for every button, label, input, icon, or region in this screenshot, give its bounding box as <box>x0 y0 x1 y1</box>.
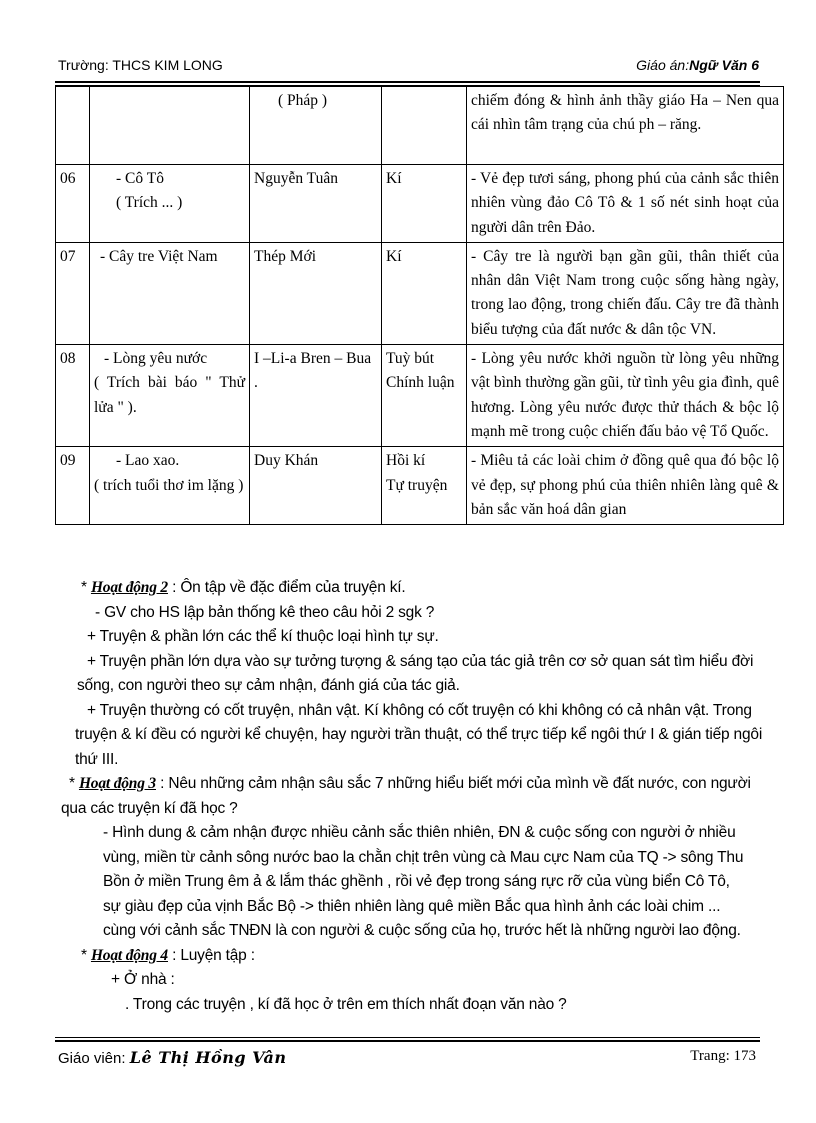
row-number: 07 <box>56 242 90 344</box>
paragraph: + Truyện thường có cốt truyện, nhân vật. Kí không có cốt truyện có khi không có cả nhân vật. Trong truyện & kí đều có người kể chuyện, hay người trần thuật, có thể trực tiếp kể ngôi thứ I & gián tiếp ngôi thứ III. <box>75 701 763 768</box>
page-footer <box>58 1046 758 1072</box>
table-row <box>56 242 784 344</box>
row-number: 08 <box>56 345 90 447</box>
page-number: Trang: 173 <box>690 1048 756 1064</box>
genre-cell: Kí <box>382 165 467 243</box>
content-cell: - Lòng yêu nước khởi nguồn từ lòng yêu những vật bình thường gần gũi, từ tình yêu gia đình, quê hương. Lòng yêu nước được thử thách & bộc lộ mạnh mẽ trong cuộc chiến đấu bảo vệ Tổ Quốc. <box>467 345 784 447</box>
work-title-note: ( trích tuổi thơ im lặng ) <box>94 476 244 494</box>
work-title-note: ( Trích ... ) <box>116 194 183 212</box>
author-cell: I –Li-a Bren – Bua . <box>250 345 382 447</box>
activity-4-title: Hoạt động 4 <box>90 946 168 964</box>
work-title <box>90 165 250 243</box>
genre-cell <box>382 87 467 165</box>
paragraph: - Hình dung & cảm nhận được nhiều cảnh sắc thiên nhiên, ĐN & cuộc sống con người ở nhiều vùng, miền từ cảnh sông nước bao la chằn chịt trên vùng cà Mau cực Nam của TQ -> sông Thu Bồn ở miền Trung êm ả & lắm thác ghềnh , rồi vẻ đẹp trong sáng rực rỡ của vùng biển Cô Tô, sự giàu đẹp của vịnh Bắc Bộ -> thiên nhiên làng quê miền Bắc qua hình ảnh các loài chim ... cùng với cảnh sắc TNĐN là con người & cuộc sống của họ, trước hết là những người lao động. <box>103 824 744 939</box>
work-title <box>90 447 250 525</box>
paragraph: . Trong các truyện , kí đã học ở trên em thích nhất đoạn văn nào ? <box>125 995 567 1013</box>
page-header <box>58 57 759 79</box>
work-title <box>90 345 250 447</box>
table-row <box>56 165 784 243</box>
author-cell: ( Pháp ) <box>250 87 382 165</box>
paragraph: + Truyện & phần lớn các thể kí thuộc loại hình tự sự. <box>87 628 439 645</box>
genre-cell: Hồi kí Tự truyện <box>382 447 467 525</box>
row-number <box>56 87 90 165</box>
subject-prefix: Giáo án: <box>636 57 690 73</box>
content-cell: - Miêu tả các loài chim ở đồng quê qua đó bộc lộ vẻ đẹp, sự phong phú của thiên nhiên làng quê & bản sắc văn hoá dân gian <box>467 447 784 525</box>
teacher-signature: Lê Thị Hồng Vân <box>129 1048 287 1067</box>
genre-cell: Kí <box>382 242 467 344</box>
work-title-note: ( Trích bài báo " Thử lửa " ). <box>94 374 245 416</box>
activity-4-heading: * Hoạt động 4 : Luyện tập : <box>81 946 255 964</box>
school-name: Trường: THCS KIM LONG <box>58 57 223 73</box>
genre-cell: Tuỳ bút Chính luận <box>382 345 467 447</box>
paragraph: + Ở nhà : <box>111 971 175 988</box>
subject-value: Ngữ Văn 6 <box>689 57 759 73</box>
activity-2-title: Hoạt động 2 <box>90 579 168 596</box>
work-title-main: - Lòng yêu nước <box>104 350 208 368</box>
subject-label <box>636 57 759 73</box>
table-row <box>56 345 784 447</box>
activity-3-heading: * Hoạt động 3 : Nêu những cảm nhận sâu sắc 7 những hiểu biết mới của mình về đất nước, con người qua các truyện kí đã học ? <box>61 775 751 817</box>
work-title-main: - Lao xao. <box>116 452 180 470</box>
content-cell: - Vẻ đẹp tươi sáng, phong phú của cảnh sắc thiên nhiên vùng đảo Cô Tô & 1 số nét sinh hoạt của người dân trên Đảo. <box>467 165 784 243</box>
paragraph: + Truyện phần lớn dựa vào sự tưởng tượng & sáng tạo của tác giả trên cơ sở quan sát tìm hiểu đời sống, con người theo sự cảm nhận, đánh giá của tác giả. <box>77 652 754 694</box>
author-cell: Nguyễn Tuân <box>250 165 382 243</box>
work-title-main: - Cây tre Việt Nam <box>100 247 218 265</box>
work-title <box>90 87 250 165</box>
content-cell: chiếm đóng & hình ảnh thầy giáo Ha – Nen qua cái nhìn tâm trạng của chú ph – răng. <box>467 87 784 165</box>
footer-rule <box>55 1037 760 1042</box>
works-table <box>55 86 784 525</box>
table-row <box>56 447 784 525</box>
work-title-main: - Cô Tô <box>116 170 164 187</box>
content-cell: - Cây tre là người bạn gần gũi, thân thiết của nhân dân Việt Nam trong cuộc sống hàng ngày, trong lao động, trong chiến đấu. Cây tre đã thành biểu tượng của đất nước & dân tộc VN. <box>467 242 784 344</box>
row-number: 09 <box>56 447 90 525</box>
author-cell: Thép Mới <box>250 242 382 344</box>
lesson-body <box>55 576 767 1017</box>
author-cell: Duy Khán <box>250 447 382 525</box>
work-title <box>90 242 250 344</box>
activity-3-title: Hoạt động 3 <box>78 775 156 792</box>
paragraph: - GV cho HS lập bản thống kê theo câu hỏi 2 sgk ? <box>95 603 435 621</box>
row-number: 06 <box>56 165 90 243</box>
teacher-label: Giáo viên: Lê Thị Hồng Vân <box>58 1048 287 1067</box>
activity-2-heading: * Hoạt động 2 : Ôn tập về đặc điểm của truyện kí. <box>81 579 406 596</box>
table-row <box>56 87 784 165</box>
